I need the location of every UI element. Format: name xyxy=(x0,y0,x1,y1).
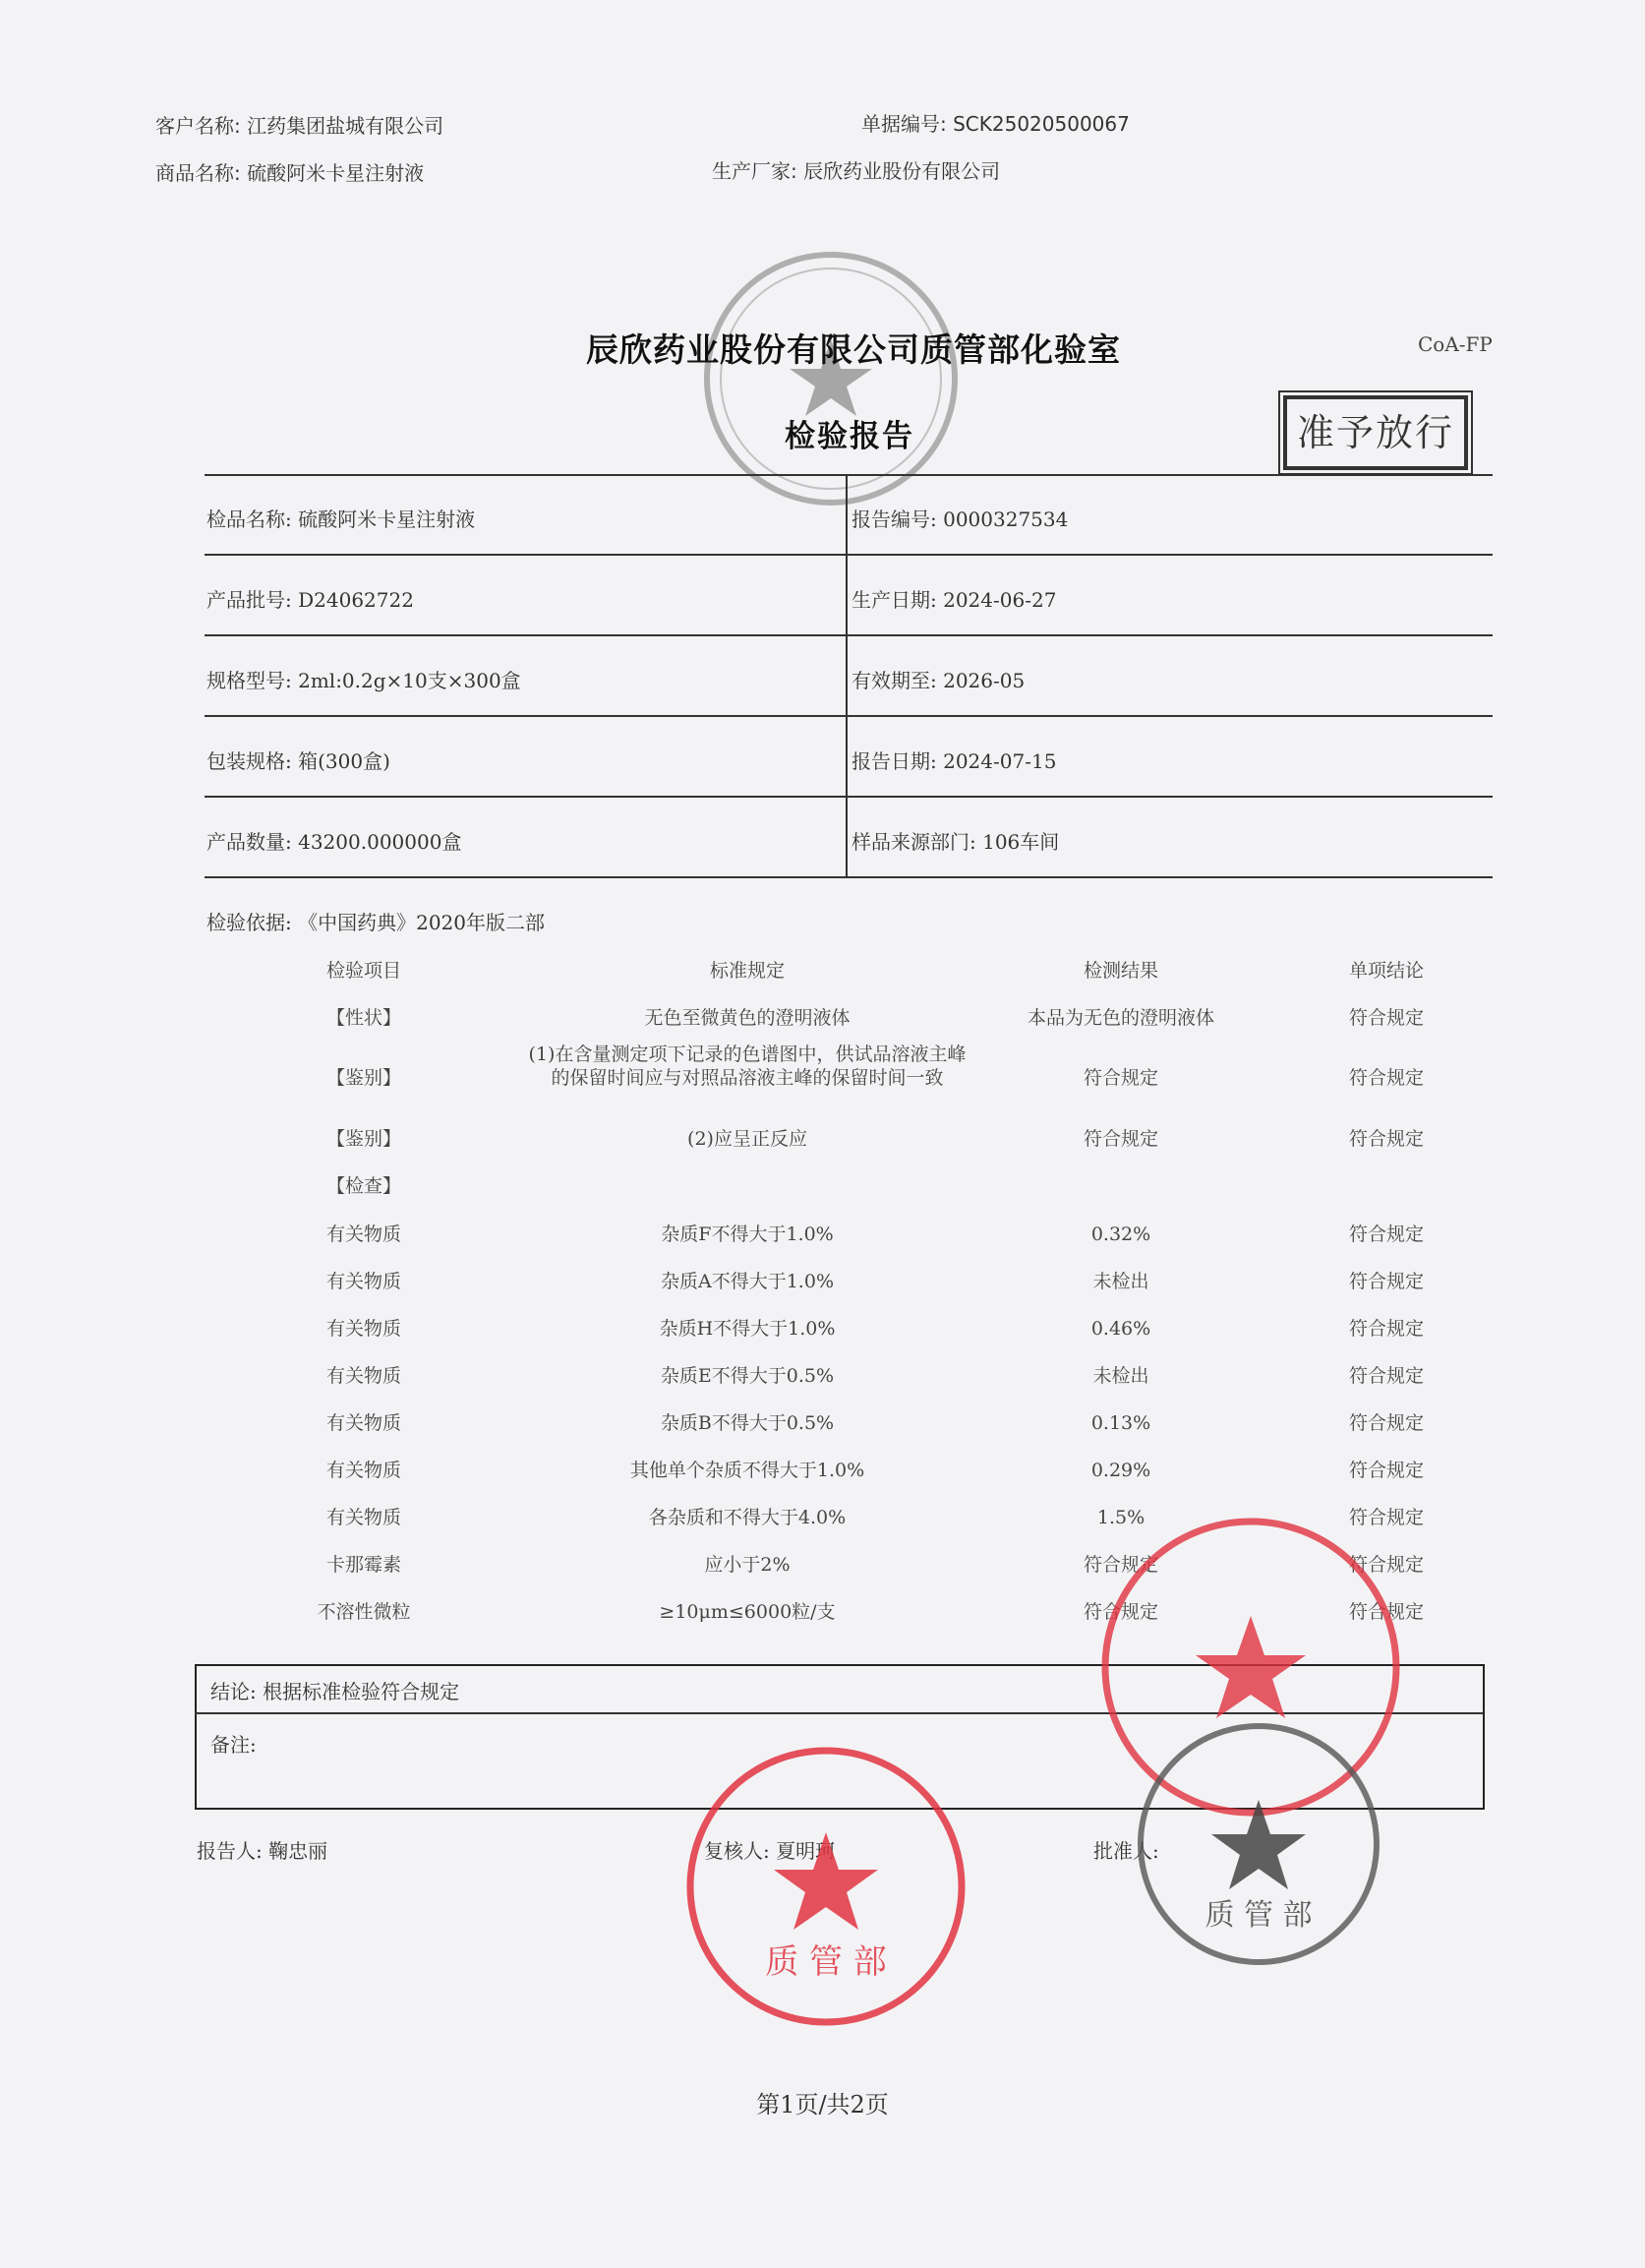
table-row: 有关物质 其他单个杂质不得大于1.0% 0.29% 符合规定 xyxy=(325,1460,1424,1481)
lab-seal xyxy=(693,246,969,511)
table-row: 【检查】 xyxy=(325,1175,401,1197)
table-row: 不溶性微粒 ≥10μm≤6000粒/支 符合规定 符合规定 xyxy=(317,1601,1424,1623)
release-stamp: 准予放行 xyxy=(1283,395,1468,470)
customer-value: 江药集团盐城有限公司 xyxy=(247,114,444,138)
gray-seal-quality-dept xyxy=(1131,1716,1386,1972)
product-label: 商品名称: xyxy=(155,161,241,185)
header-standard: 标准规定 xyxy=(709,960,785,982)
manufacturer-field xyxy=(712,155,1000,184)
table-row: 【鉴别】 (1)在含量测定项下记录的色谱图中，供试品溶液主峰的保留时间应与对照品溶液主峰的保留时间一致 符合规定 符合规定 xyxy=(325,1044,1424,1089)
customer-field xyxy=(155,110,443,139)
header-conclusion: 单项结论 xyxy=(1348,960,1424,982)
doc-number-field xyxy=(861,108,1130,137)
product-value: 硫酸阿米卡星注射液 xyxy=(247,161,425,185)
table-row: 卡那霉素 应小于2% 符合规定 符合规定 xyxy=(325,1554,1424,1576)
table-row: 有关物质 各杂质和不得大于4.0% 1.5% 符合规定 xyxy=(325,1507,1424,1528)
table-row: 有关物质 杂质A不得大于1.0% 未检出 符合规定 xyxy=(325,1271,1424,1292)
reviewer: 复核人: 夏明珂 xyxy=(704,1839,836,1863)
test-table-header xyxy=(285,959,1495,998)
header-item: 检验项目 xyxy=(325,960,401,982)
table-row: 有关物质 杂质F不得大于1.0% 0.32% 符合规定 xyxy=(325,1224,1424,1245)
table-row: 【性状】 无色至微黄色的澄明液体 本品为无色的澄明液体 符合规定 xyxy=(325,1007,1424,1029)
customer-label: 客户名称: xyxy=(155,114,241,138)
info-expiry: 有效期至: 2026-05 xyxy=(852,669,1026,692)
info-packing: 包装规格: 箱(300盒) xyxy=(206,749,390,773)
doc-code: CoA-FP xyxy=(1418,332,1493,356)
info-report-date: 报告日期: 2024-07-15 xyxy=(852,749,1057,773)
reporter: 报告人: 鞠忠丽 xyxy=(197,1839,328,1863)
info-production-date: 生产日期: 2024-06-27 xyxy=(852,588,1057,612)
doc-number-value: SCK25020500067 xyxy=(953,112,1130,136)
report-title: 检验报告 xyxy=(785,419,914,454)
svg-text:质 管 部: 质 管 部 xyxy=(765,1942,887,1982)
info-sample-source: 样品来源部门: 106车间 xyxy=(852,830,1060,854)
remarks-label: 备注: xyxy=(210,1733,257,1757)
manufacturer-label: 生产厂家: xyxy=(712,159,797,183)
page-number: 第1页/共2页 xyxy=(756,2091,889,2119)
header-result: 检测结果 xyxy=(1083,960,1158,982)
svg-text:质 管 部: 质 管 部 xyxy=(1204,1898,1313,1933)
test-basis: 检验依据: 《中国药典》2020年版二部 xyxy=(206,911,546,934)
table-row: 有关物质 杂质H不得大于1.0% 0.46% 符合规定 xyxy=(325,1318,1424,1340)
table-row: 【鉴别】 (2)应呈正反应 符合规定 符合规定 xyxy=(325,1128,1424,1150)
conclusion: 结论: 根据标准检验符合规定 xyxy=(210,1680,460,1703)
info-report-no: 报告编号: 0000327534 xyxy=(852,507,1069,531)
table-row: 有关物质 杂质E不得大于0.5% 未检出 符合规定 xyxy=(325,1365,1424,1387)
manufacturer-value: 辰欣药业股份有限公司 xyxy=(803,159,1001,183)
info-batch-no: 产品批号: D24062722 xyxy=(206,588,414,612)
info-quantity: 产品数量: 43200.000000盒 xyxy=(206,830,462,854)
lab-title: 辰欣药业股份有限公司质管部化验室 xyxy=(586,330,1121,369)
approver-label: 批准人: xyxy=(1093,1839,1159,1863)
doc-number-label: 单据编号: xyxy=(861,112,947,136)
info-sample-name: 检品名称: 硫酸阿米卡星注射液 xyxy=(206,507,476,531)
red-seal-quality-dept xyxy=(678,1739,973,2034)
product-field xyxy=(155,157,424,186)
info-spec: 规格型号: 2ml:0.2g×10支×300盒 xyxy=(206,669,521,692)
table-row: 有关物质 杂质B不得大于0.5% 0.13% 符合规定 xyxy=(325,1412,1424,1434)
